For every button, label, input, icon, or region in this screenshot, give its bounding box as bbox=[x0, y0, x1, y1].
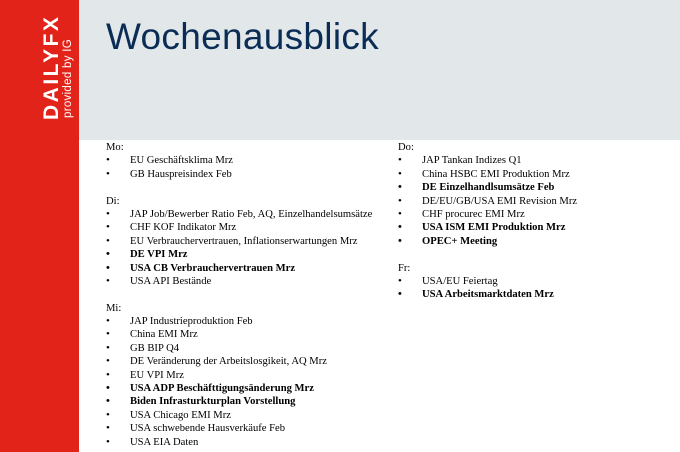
event-item: • CHF procurec EMI Mrz bbox=[398, 208, 577, 221]
event-list bbox=[106, 208, 372, 288]
event-item: • China EMI Mrz bbox=[106, 328, 372, 341]
day-heading-do: Do: bbox=[398, 142, 414, 153]
event-item: • China HSBC EMI Produktion Mrz bbox=[398, 168, 577, 181]
section-gap bbox=[106, 181, 372, 194]
event-item: • GB Hauspreisindex Feb bbox=[106, 168, 372, 181]
event-list bbox=[106, 154, 372, 181]
event-item: • EU VPI Mrz bbox=[106, 369, 372, 382]
schedule-left-column bbox=[106, 141, 372, 449]
event-item: • USA ISM EMI Produktion Mrz bbox=[398, 221, 577, 234]
event-item: • GB BIP Q4 bbox=[106, 342, 372, 355]
section-gap bbox=[398, 248, 577, 261]
event-item: • USA Arbeitsmarktdaten Mrz bbox=[398, 288, 577, 301]
title-banner bbox=[79, 0, 680, 140]
event-list bbox=[398, 154, 577, 248]
event-item: • USA API Bestände bbox=[106, 275, 372, 288]
day-heading-fr: Fr: bbox=[398, 262, 411, 274]
event-item: • EU Verbrauchervertrauen, Inflationserwartungen Mrz bbox=[106, 235, 372, 248]
event-item: • CHF KOF Indikator Mrz bbox=[106, 221, 372, 234]
event-item: • JAP Job/Bewerber Ratio Feb, AQ, Einzelhandelsumsätze bbox=[106, 208, 372, 221]
event-item: • DE Veränderung der Arbeitslosgikeit, AQ Mrz bbox=[106, 355, 372, 368]
event-list bbox=[398, 275, 577, 302]
schedule-right-column bbox=[398, 141, 577, 302]
event-item: • USA CB Verbrauchervertrauen Mrz bbox=[106, 262, 372, 275]
dailyfx-logo bbox=[40, 15, 74, 120]
event-item: • USA schwebende Hausverkäufe Feb bbox=[106, 422, 372, 435]
day-heading-mi: Mi: bbox=[106, 302, 122, 314]
logo-text: DAILYFX bbox=[40, 14, 63, 120]
event-item: • USA/EU Feiertag bbox=[398, 275, 577, 288]
event-item: • DE VPI Mrz bbox=[106, 248, 372, 261]
page-title: Wochenausblick bbox=[106, 16, 379, 57]
day-heading-di: Di: bbox=[106, 195, 120, 207]
event-item: • EU Geschäftsklima Mrz bbox=[106, 154, 372, 167]
event-list bbox=[106, 315, 372, 449]
event-item: • DE Einzelhandlsumsätze Feb bbox=[398, 181, 577, 194]
event-item: • Biden Infrasturkturplan Vorstellung bbox=[106, 395, 372, 408]
logo-subtext: provided by IG bbox=[62, 39, 74, 118]
event-item: • USA EIA Daten bbox=[106, 436, 372, 449]
section-gap bbox=[106, 288, 372, 301]
event-item: • JAP Tankan Indizes Q1 bbox=[398, 154, 577, 167]
event-item: • OPEC+ Meeting bbox=[398, 235, 577, 248]
event-item: • USA Chicago EMI Mrz bbox=[106, 409, 372, 422]
event-item: • DE/EU/GB/USA EMI Revision Mrz bbox=[398, 195, 577, 208]
event-item: • USA ADP Beschäfttigungsänderung Mrz bbox=[106, 382, 372, 395]
event-item: • JAP Industrieproduktion Feb bbox=[106, 315, 372, 328]
brand-sidebar bbox=[0, 0, 79, 452]
day-heading-mo: Mo: bbox=[106, 142, 124, 153]
